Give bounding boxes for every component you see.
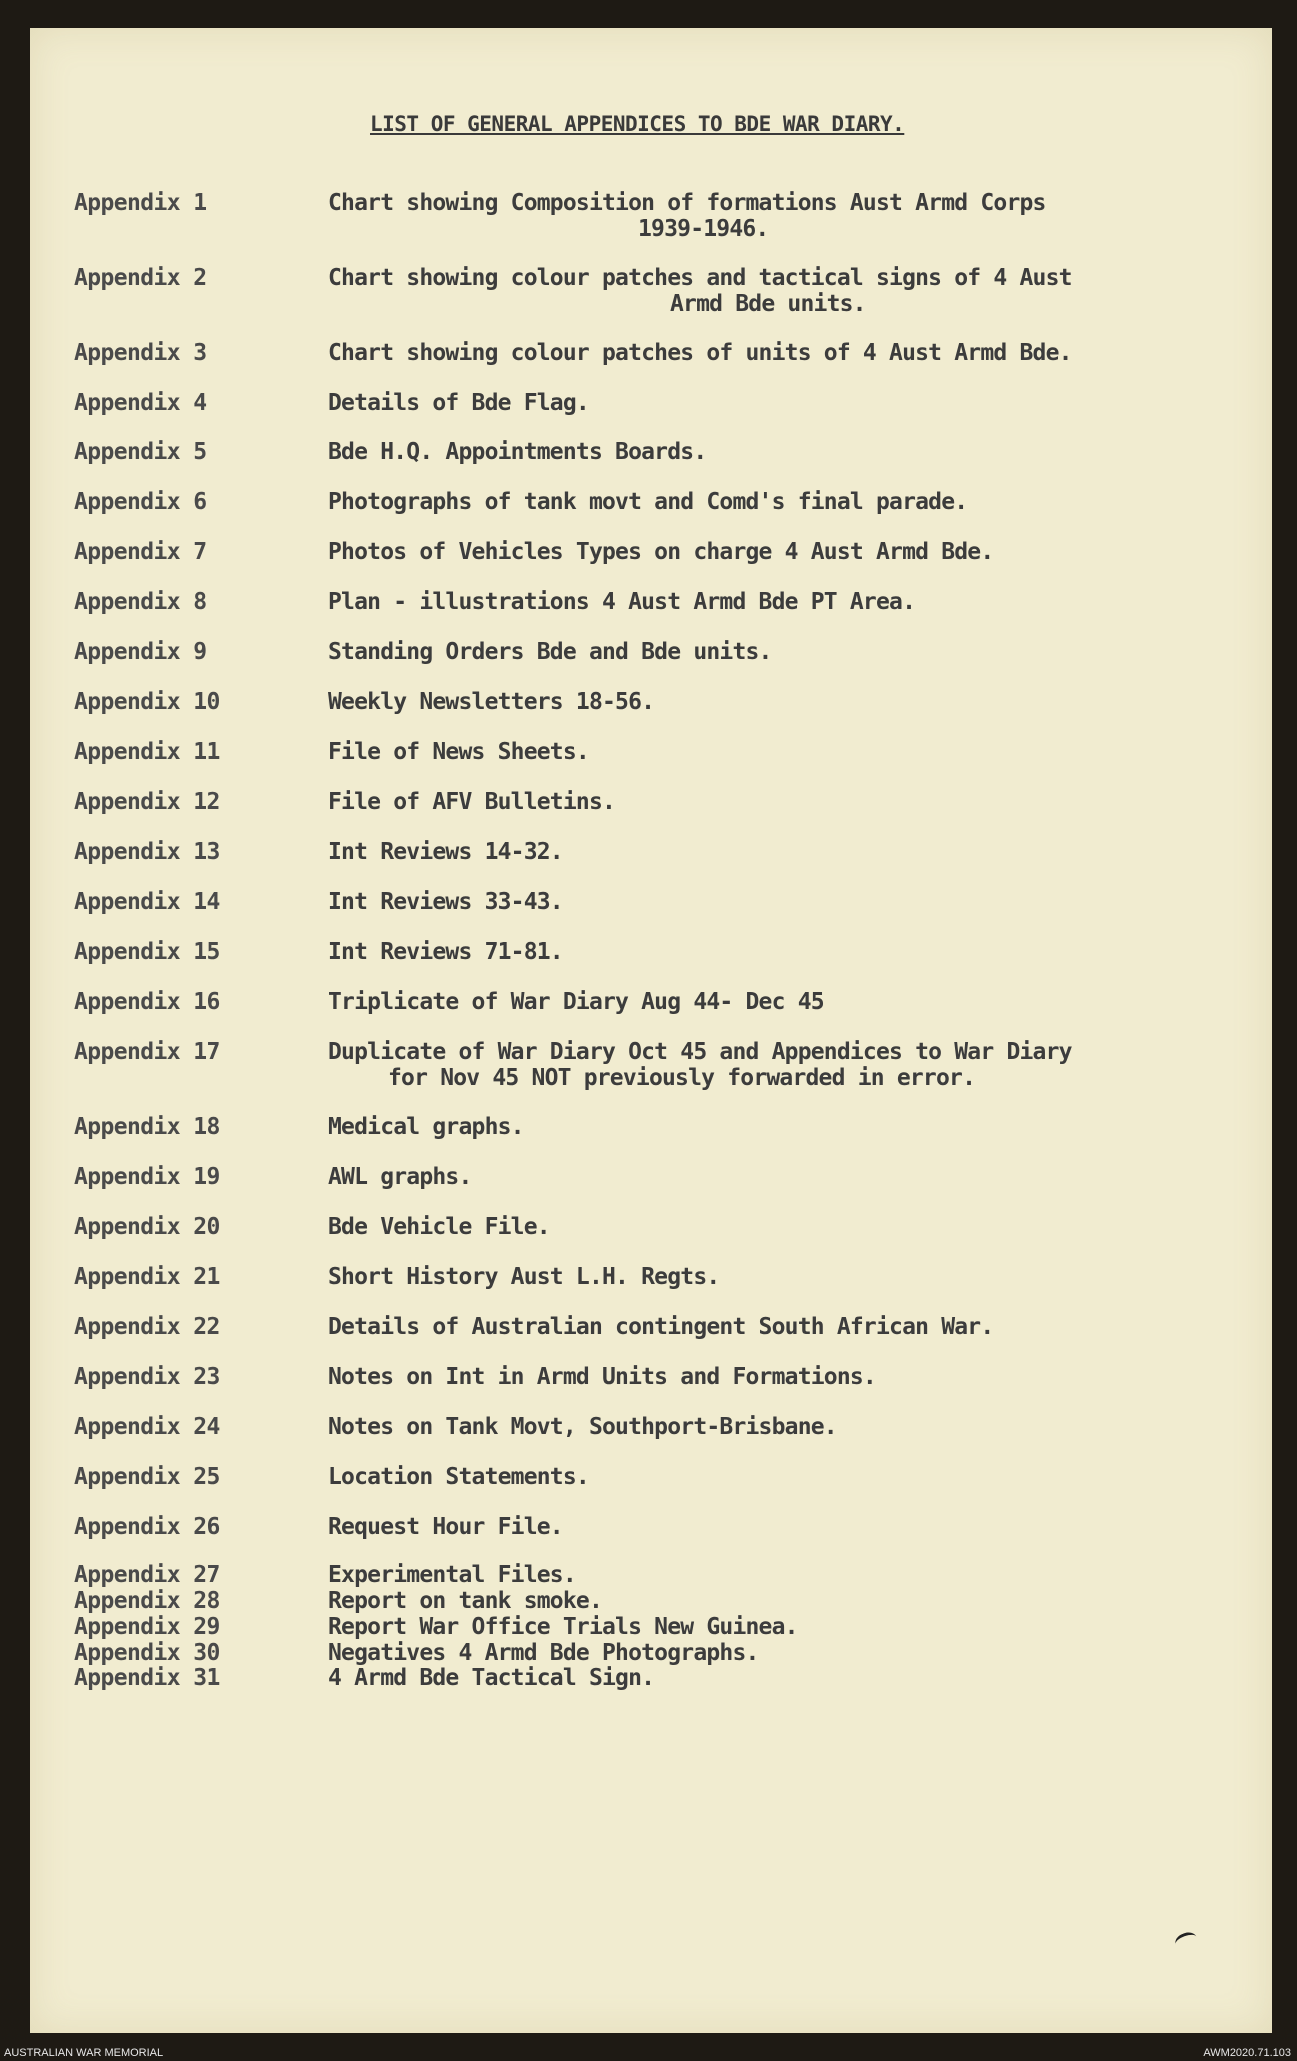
appendix-label: Appendix 3 [74, 340, 207, 366]
appendix-description: AWL graphs. [328, 1164, 472, 1190]
appendix-description: Chart showing colour patches and tactical signs of 4 Aust [328, 265, 1072, 291]
appendix-label: Appendix 18 [74, 1114, 220, 1140]
appendix-label: Appendix 23 [74, 1364, 220, 1390]
appendix-description: Report on tank smoke. [328, 1588, 602, 1614]
appendix-description: Report War Office Trials New Guinea. [328, 1614, 798, 1640]
appendix-description: Details of Australian contingent South African War. [328, 1314, 994, 1340]
appendix-description: Notes on Int in Armd Units and Formations. [328, 1364, 876, 1390]
appendix-label: Appendix 22 [74, 1314, 220, 1340]
appendix-label: Appendix 24 [74, 1414, 220, 1440]
appendix-label: Appendix 13 [74, 839, 220, 865]
appendix-description: Plan - illustrations 4 Aust Armd Bde PT Area. [328, 589, 916, 615]
appendix-label: Appendix 11 [74, 739, 220, 765]
appendix-description: Int Reviews 71-81. [328, 939, 563, 965]
appendix-label: Appendix 10 [74, 689, 220, 715]
appendix-label: Appendix 31 [74, 1665, 220, 1691]
appendix-description-continued: Armd Bde units. [670, 291, 866, 317]
appendix-description: Photographs of tank movt and Comd's final parade. [328, 489, 968, 515]
appendix-label: Appendix 26 [74, 1514, 220, 1540]
appendix-description: 4 Armd Bde Tactical Sign. [328, 1665, 655, 1691]
appendix-description: Location Statements. [328, 1464, 589, 1490]
appendix-description: File of News Sheets. [328, 739, 589, 765]
appendix-label: Appendix 27 [74, 1562, 220, 1588]
appendix-description: Standing Orders Bde and Bde units. [328, 639, 772, 665]
appendix-label: Appendix 17 [74, 1039, 220, 1065]
appendix-label: Appendix 16 [74, 989, 220, 1015]
appendix-description: Bde H.Q. Appointments Boards. [328, 439, 707, 465]
appendix-label: Appendix 5 [74, 439, 207, 465]
appendix-description: Notes on Tank Movt, Southport-Brisbane. [328, 1414, 837, 1440]
appendix-description: Triplicate of War Diary Aug 44- Dec 45 [328, 989, 824, 1015]
footer-credit: AUSTRALIAN WAR MEMORIAL [4, 2047, 164, 2059]
appendix-label: Appendix 20 [74, 1214, 220, 1240]
appendix-description: Weekly Newsletters 18-56. [328, 689, 655, 715]
appendix-description: Medical graphs. [328, 1114, 524, 1140]
appendix-description: Int Reviews 14-32. [328, 839, 563, 865]
appendix-label: Appendix 14 [74, 889, 220, 915]
appendix-description: Chart showing colour patches of units of 4 Aust Armd Bde. [328, 340, 1072, 366]
appendix-description: File of AFV Bulletins. [328, 789, 616, 815]
appendix-description: Int Reviews 33-43. [328, 889, 563, 915]
appendix-label: Appendix 7 [74, 539, 207, 565]
appendix-label: Appendix 15 [74, 939, 220, 965]
appendix-label: Appendix 1 [74, 190, 207, 216]
appendix-description: Short History Aust L.H. Regts. [328, 1264, 720, 1290]
appendix-label: Appendix 25 [74, 1464, 220, 1490]
appendix-label: Appendix 2 [74, 265, 207, 291]
appendix-description-continued: for Nov 45 NOT previously forwarded in error. [388, 1065, 976, 1091]
appendix-label: Appendix 19 [74, 1164, 220, 1190]
appendix-label: Appendix 30 [74, 1640, 220, 1666]
appendix-label: Appendix 8 [74, 589, 207, 615]
appendix-description: Request Hour File. [328, 1514, 563, 1540]
appendix-description: Experimental Files. [328, 1562, 576, 1588]
appendix-description: Details of Bde Flag. [328, 390, 589, 416]
appendix-description-continued: 1939-1946. [638, 216, 769, 242]
document-page [30, 28, 1272, 2033]
appendix-label: Appendix 9 [74, 639, 207, 665]
appendix-description: Chart showing Composition of formations Aust Armd Corps [328, 190, 1046, 216]
ink-mark [1173, 1930, 1199, 1952]
appendix-description: Bde Vehicle File. [328, 1214, 550, 1240]
appendix-label: Appendix 29 [74, 1614, 220, 1640]
appendix-description: Negatives 4 Armd Bde Photographs. [328, 1640, 759, 1666]
footer-accession-number: AWM2020.71.103 [1203, 2047, 1291, 2059]
appendix-label: Appendix 4 [74, 390, 207, 416]
appendix-label: Appendix 28 [74, 1588, 220, 1614]
document-title: LIST OF GENERAL APPENDICES TO BDE WAR DIARY. [370, 112, 905, 136]
appendix-label: Appendix 12 [74, 789, 220, 815]
appendix-label: Appendix 6 [74, 489, 207, 515]
appendix-label: Appendix 21 [74, 1264, 220, 1290]
appendix-description: Photos of Vehicles Types on charge 4 Aust Armd Bde. [328, 539, 994, 565]
appendix-description: Duplicate of War Diary Oct 45 and Appendices to War Diary [328, 1039, 1072, 1065]
